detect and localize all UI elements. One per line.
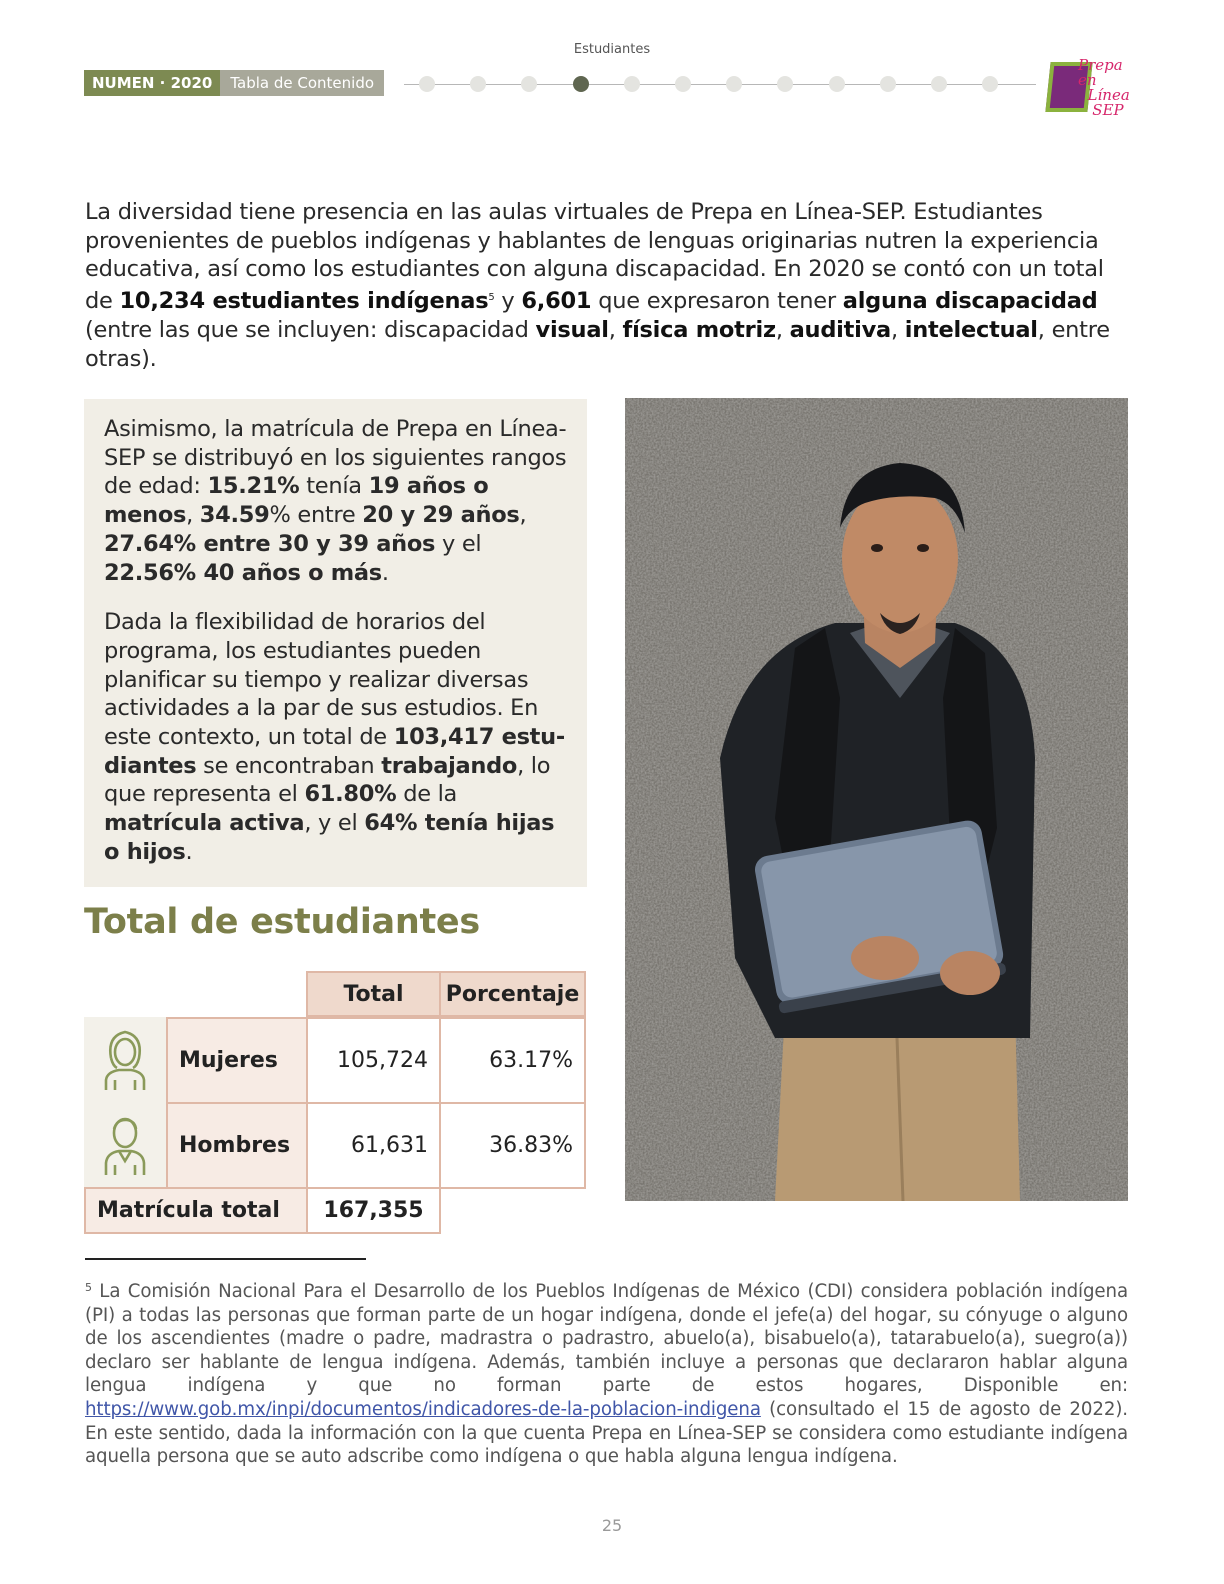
header-badge: [84, 70, 384, 96]
footnote-5: $^5$ La Comisión Nacional Para el Desarrollo de los Pueblos Indígenas de México (CDI) considera población indígena (PI) a todas las personas que forman parte de un hogar indígena, donde el jefe(a) del hogar, su cónyuge o alguno de los ascendientes (madre o padre, madrastra o padrastro, abuelo(a), bisabuelo(a), tatarabuelo(a), suegro(a)) declaro ser hablante de lengua indígena. Además, también incluye a personas que declararon hablar alguna lengua indígena y que no forman parte de estos hogares, Disponible en: https://www.gob.mx/inpi/documentos/indicadores-de-la-poblacion-indigena (consultado el 15 de agosto de 2022). En este sentido, dada la información con la que cuenta Prepa en Línea-SEP se considera como estudiante indígena aquella persona que se auto adscribe como indígena o que habla alguna lengua indígena.: [85, 1281, 1128, 1468]
inpi-indicators-link[interactable]: https://www.gob.mx/inpi/documentos/indicadores-de-la-poblacion-indigena: [85, 1398, 761, 1420]
student-photo: [625, 398, 1128, 1201]
row-label-mujeres: Mujeres: [166, 1017, 308, 1104]
page-number: 25: [601, 1516, 623, 1535]
mujeres-percentage: 63.17%: [439, 1017, 586, 1104]
section-title: Estudiantes: [573, 42, 651, 57]
woman-icon-cell: [84, 1017, 166, 1102]
logo-text: Prepa en Línea SEP: [1078, 56, 1130, 119]
intro-paragraph: La diversidad tiene presencia en las aulas virtuales de Prepa en Línea-SEP. Estudiantes provenientes de pueblos indígenas y hablantes de lenguas originarias nutren la experiencia educativa, así como los estudiantes con alguna discapacidad. En 2020 se contó con un total de 10,234 estudiantes indígenas$^5$ y 6,601 que expresaron tener alguna discapacidad (entre las que se incluyen: discapacidad visual, física motriz, auditiva, intelectual, entre otras).: [85, 199, 1110, 372]
hombres-percentage: 36.83%: [439, 1102, 586, 1189]
progress-dot-6[interactable]: [675, 76, 691, 92]
table-title: Total de estudiantes: [84, 902, 480, 942]
column-header-percentage: Porcentaje: [439, 971, 586, 1017]
progress-dot-5[interactable]: [624, 76, 640, 92]
progress-dot-1[interactable]: [419, 76, 435, 92]
progress-dot-4[interactable]: [573, 76, 589, 92]
woman-icon: [103, 1028, 147, 1092]
student-illustration: [625, 398, 1128, 1201]
mujeres-total: 105,724: [306, 1017, 441, 1104]
toc-link[interactable]: Tabla de Contenido: [220, 70, 384, 96]
hombres-total: 61,631: [306, 1102, 441, 1189]
total-enrollment-value: 167,355: [306, 1187, 441, 1234]
column-header-total: Total: [306, 971, 441, 1017]
progress-dot-8[interactable]: [777, 76, 793, 92]
prepa-en-linea-logo: [1048, 56, 1136, 119]
man-icon-cell: [84, 1102, 166, 1187]
footnote-separator: [85, 1258, 366, 1260]
progress-dot-10[interactable]: [880, 76, 896, 92]
progress-dot-2[interactable]: [470, 76, 486, 92]
publication-badge: NUMEN · 2020: [84, 70, 220, 96]
man-icon: [103, 1113, 147, 1177]
age-distribution-paragraph: Asimismo, la matrícula de Prepa en Línea-SEP se distribuyó en los siguientes rangos de edad: 15.21% tenía 19 años o menos, 34.59% entre 20 y 29 años, 27.64% entre 30 y 39 años y el 22.56% 40 años o más.: [104, 416, 567, 586]
total-enrollment-label: Matrícula total: [84, 1187, 308, 1234]
progress-dot-7[interactable]: [726, 76, 742, 92]
row-label-hombres: Hombres: [166, 1102, 308, 1189]
highlight-box: [84, 399, 587, 887]
progress-dot-12[interactable]: [982, 76, 998, 92]
progress-dot-11[interactable]: [931, 76, 947, 92]
section-progress: [404, 74, 1036, 94]
progress-dot-9[interactable]: [829, 76, 845, 92]
progress-dot-3[interactable]: [521, 76, 537, 92]
working-students-paragraph: Dada la flexibilidad de horarios del programa, los estudiantes pueden planificar su tiempo y realizar diversas actividades a la par de sus estudios. En este contexto, un total de 103,417 estudiantes se encontraban trabajando, lo que representa el 61.80% de la matrícula activa, y el 64% tenía hijas o hijos.: [104, 609, 566, 865]
